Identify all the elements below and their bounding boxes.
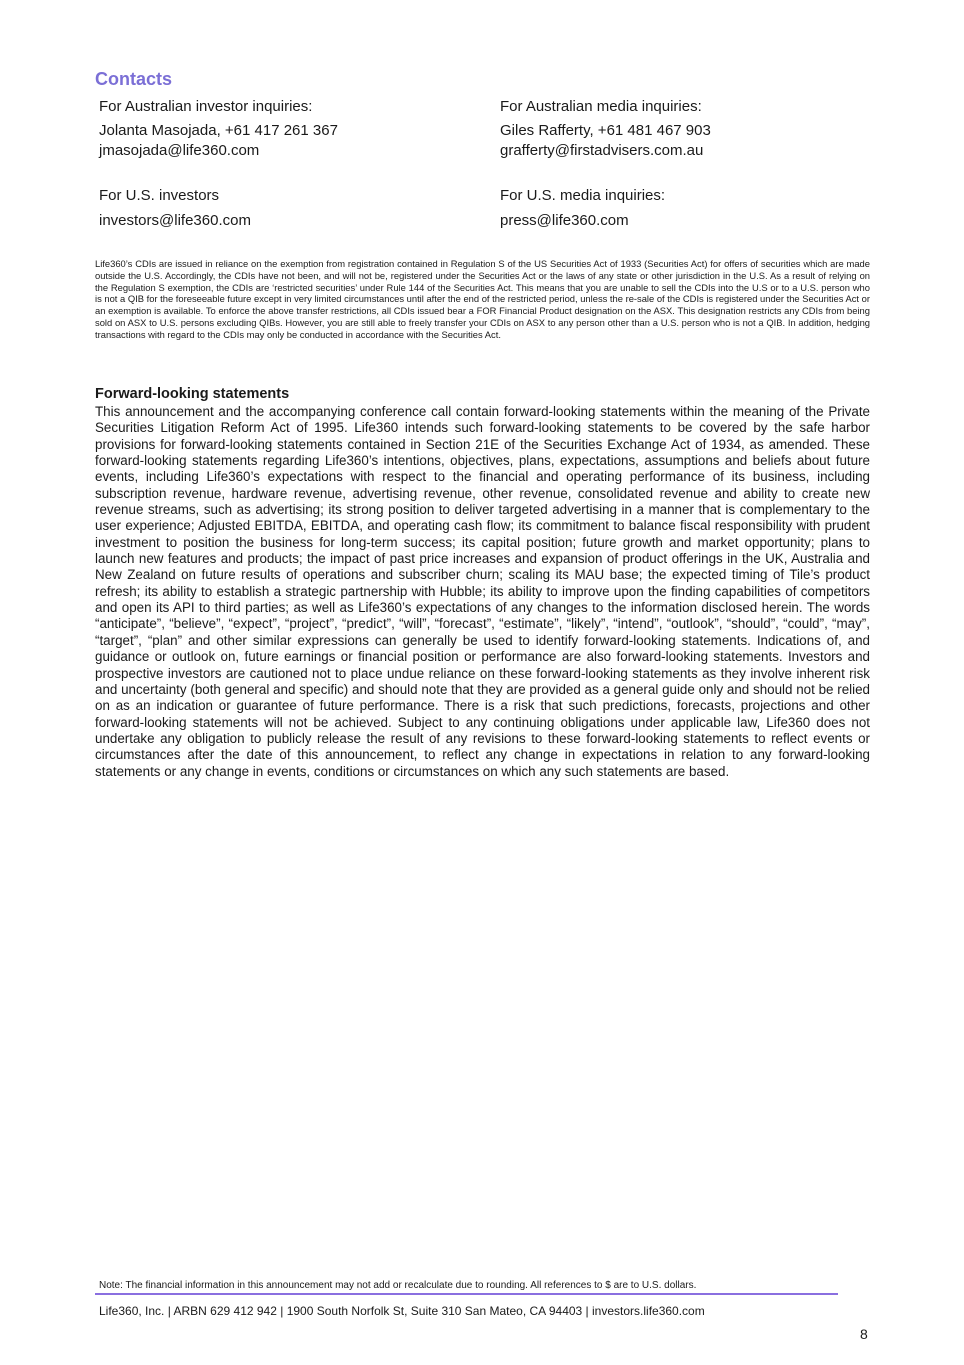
footer-note: Note: The financial information in this announcement may not add or recalculate due to rounding. All references to $ are to U.S. dollars. — [99, 1280, 697, 1291]
footer-divider — [95, 1293, 838, 1295]
us-media-email[interactable]: press@life360.com — [500, 212, 629, 229]
securities-disclaimer: Life360’s CDIs are issued in reliance on the exemption from registration contained in Regulation S of the US Securities Act of 1933 (Securities Act) for offers of securities which are made outside the U.S. Accordingly, the CDIs have not been, and will not be, registered under the Securities Act or the laws of any state or other jurisdiction in the U.S. As a result of relying on the Regulation S exemption, the CDIs are ‘restricted securities’ under Rule 144 of the Securities Act. This means that you are unable to sell the CDIs into the U.S or to a U.S. person who is not a QIB for the foreseeable future except in very limited circumstances until after the end of the restricted period, unless the re-sale of the CDIs is registered under the Securities Act or an exemption is available. To enforce the above transfer restrictions, all CDIs issued bear a FOR Financial Product designation on the ASX. This designation restricts any CDIs from being sold on ASX to U.S. persons excluding QIBs. However, you are still able to freely transfer your CDIs on ASX to any person other than a U.S. person who is not a QIB. In addition, hedging transactions with regard to the CDIs may only be conducted in accordance with the Securities Act. — [95, 258, 870, 340]
footer-address: Life360, Inc. | ARBN 629 412 942 | 1900 South Norfolk St, Suite 310 San Mateo, CA 94403 | investors.life360.com — [99, 1304, 705, 1318]
au-investor-email[interactable]: jmasojada@life360.com — [99, 142, 260, 159]
au-investor-contact: Jolanta Masojada, +61 417 261 367 — [99, 122, 338, 139]
au-media-label: For Australian media inquiries: — [500, 98, 702, 115]
au-investor-label: For Australian investor inquiries: — [99, 98, 313, 115]
us-media-label: For U.S. media inquiries: — [500, 187, 666, 204]
forward-looking-body: This announcement and the accompanying conference call contain forward-looking statements within the meaning of the Private Securities Litigation Reform Act of 1995. Life360 intends such forward-looking statements to be covered by the safe harbor provisions for forward-looking statements contained in Section 21E of the Securities Exchange Act of 1934, as amended. These forward-looking statements regarding Life360’s intentions, objectives, plans, expectations, assumptions and beliefs about future events, including Life360’s expectations with respect to the financial and operating performance of its business, including subscription revenue, hardware revenue, advertising revenue, other revenue, consolidated revenue and ability to create new revenue streams, such as advertising; its strong position to deliver targeted advertising in a manner that is complementary to the user experience; Adjusted EBITDA, EBITDA, and operating cash flow; its commitment to balance fiscal responsibility with prudent investment to position the business for long-term success; its capital position; future growth and market opportunity; plans to launch new features and products; the impact of past price increases and expansion of product offerings in the UK, Australia and New Zealand on future results of operations and subscriber churn; scaling its MAU base; the expected timing of Tile’s product refresh; its ability to establish a strategic partnership with Hubble; its ability to improve upon the finding capabilities of competitors and open its API to third parties; as well as Life360’s expectations of any changes to the information disclosed herein. The words “anticipate”, “believe”, “expect”, “project”, “predict”, “will”, “forecast”, “estimate”, “likely”, “intend”, “outlook”, “should”, “could”, “may”, “target”, “plan” and other similar expressions can generally be used to identify forward-looking statements. Indications of, and guidance or outlook on, future earnings or financial position or performance are also forward-looking statements. Investors and prospective investors are cautioned not to place undue reliance on these forward-looking statements as they involve inherent risk and uncertainty (both general and specific) and should note that they are provided as a general guide only and should not be relied on as an indication or guarantee of future performance. There is a risk that such predictions, forecasts, projections and other forward-looking statements will not be achieved. Subject to any continuing obligations under applicable law, Life360 does not undertake any obligation to publicly release the result of any revisions to these forward-looking statements to reflect events or circumstances after the date of this announcement, to reflect any change in expectations in relation to any forward-looking statements or any change in events, conditions or circumstances on which any such statements are based. — [95, 404, 870, 779]
au-media-email[interactable]: grafferty@firstadvisers.com.au — [500, 142, 704, 159]
us-investor-label: For U.S. investors — [99, 187, 220, 204]
au-media-contact: Giles Rafferty, +61 481 467 903 — [500, 122, 711, 139]
page-number: 8 — [860, 1326, 868, 1342]
contacts-heading: Contacts — [95, 69, 173, 89]
forward-looking-heading: Forward-looking statements — [95, 386, 290, 402]
us-investor-email[interactable]: investors@life360.com — [99, 212, 251, 229]
